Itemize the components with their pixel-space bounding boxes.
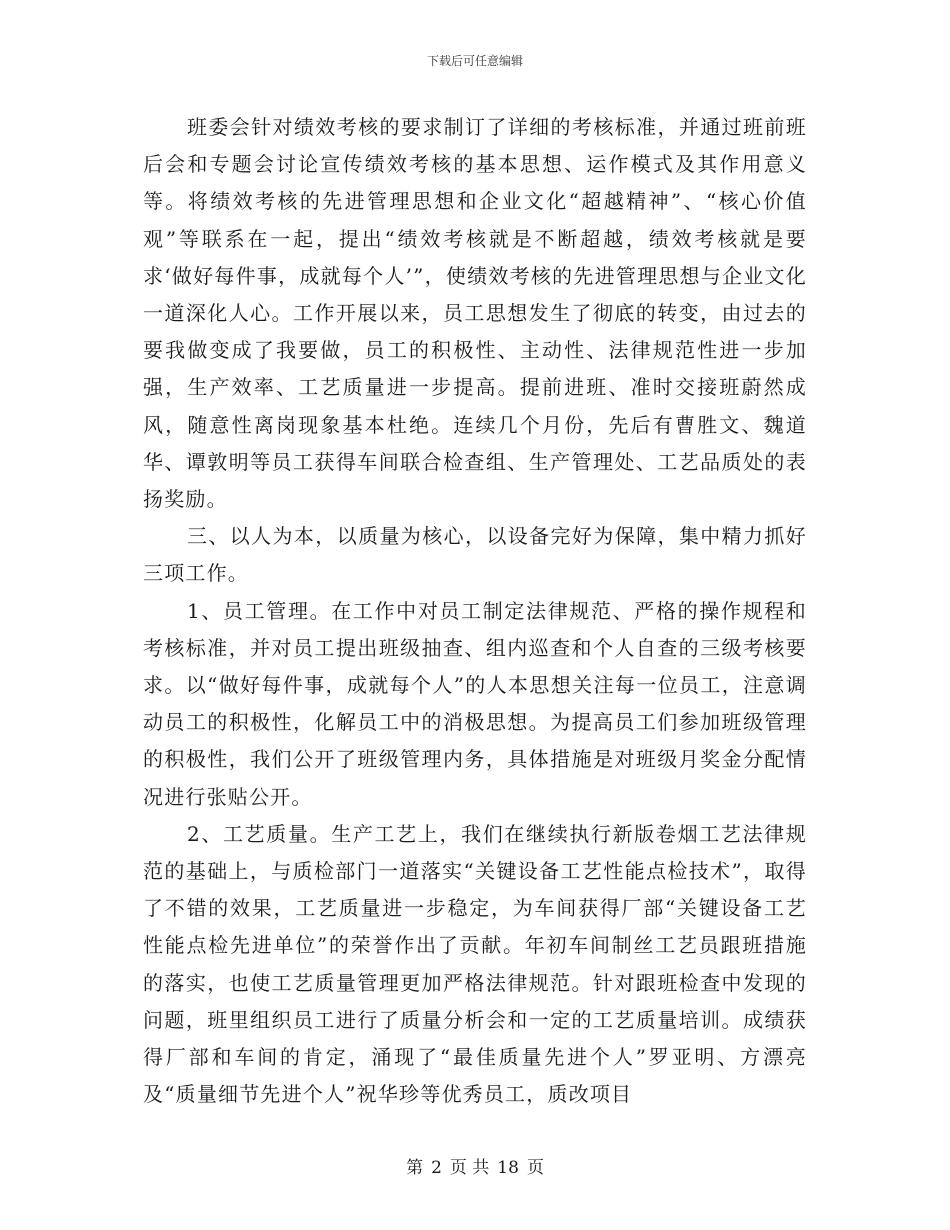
footer-page-suffix: 页 bbox=[526, 1158, 544, 1178]
paragraph-performance-review: 班委会针对绩效考核的要求制订了详细的考核标准，并通过班前班后会和专题会讨论宣传绩效考核的基本思想、运作模式及其作用意义等。将绩效考核的先进管理思想和企业文化“超越精神”、“核心价值观”等联系在一起，提出“绩效考核就是不断超越，绩效考核就是要求‘做好每件事，成就每个人’”，使绩效考核的先进管理思想与企业文化一道深化人心。工作开展以来，员工思想发生了彻底的转变，由过去的要我做变成了我要做，员工的积极性、主动性、法律规范性进一步加强，生产效率、工艺质量进一步提高。提前进班、准时交接班蔚然成风，随意性离岗现象基本杜绝。连续几个月份，先后有曹胜文、魏道华、谭敦明等员工获得车间联合检查组、生产管理处、工艺品质处的表扬奖励。 bbox=[143, 115, 807, 512]
footer-page-prefix: 第 bbox=[406, 1158, 424, 1178]
footer-total-pages: 18 bbox=[497, 1158, 519, 1178]
footer-page-mid: 页 共 bbox=[449, 1158, 490, 1178]
page-header: 下载后可任意编辑 bbox=[426, 54, 523, 68]
paragraph-section-three-heading: 三、以人为本，以质量为核心，以设备完好为保障，集中精力抓好三项工作。 bbox=[143, 524, 807, 586]
paragraph-process-quality: 2、工艺质量。生产工艺上，我们在继续执行新版卷烟工艺法律规范的基础上，与质检部门一道落实“关键设备工艺性能点检技术”，取得了不错的效果，工艺质量进一步稳定，为车间获得厂部“关键设备工艺性能点检先进单位”的荣誉作出了贡献。年初车间制丝工艺员跟班措施的落实，也使工艺质量管理更加严格法律规范。针对跟班检查中发现的问题，班里组织员工进行了质量分析会和一定的工艺质量培训。成绩获得厂部和车间的肯定，涌现了“最佳质量先进个人”罗亚明、方漂亮及“质量细节先进个人”祝华珍等优秀员工，质改项目 bbox=[143, 821, 807, 1107]
page-footer bbox=[0, 1157, 950, 1179]
document-body bbox=[143, 109, 807, 1113]
paragraph-staff-management: 1、员工管理。在工作中对员工制定法律规范、严格的操作规程和考核标准，并对员工提出班级抽查、组内巡查和个人自查的三级考核要求。以“做好每件事，成就每个人”的人本思想关注每一位员工，注意调动员工的积极性，化解员工中的消极思想。为提高员工们参加班级管理的积极性，我们公开了班级管理内务，具体措施是对班级月奖金分配情况进行张贴公开。 bbox=[143, 598, 807, 809]
footer-page-number: 2 bbox=[431, 1158, 442, 1178]
